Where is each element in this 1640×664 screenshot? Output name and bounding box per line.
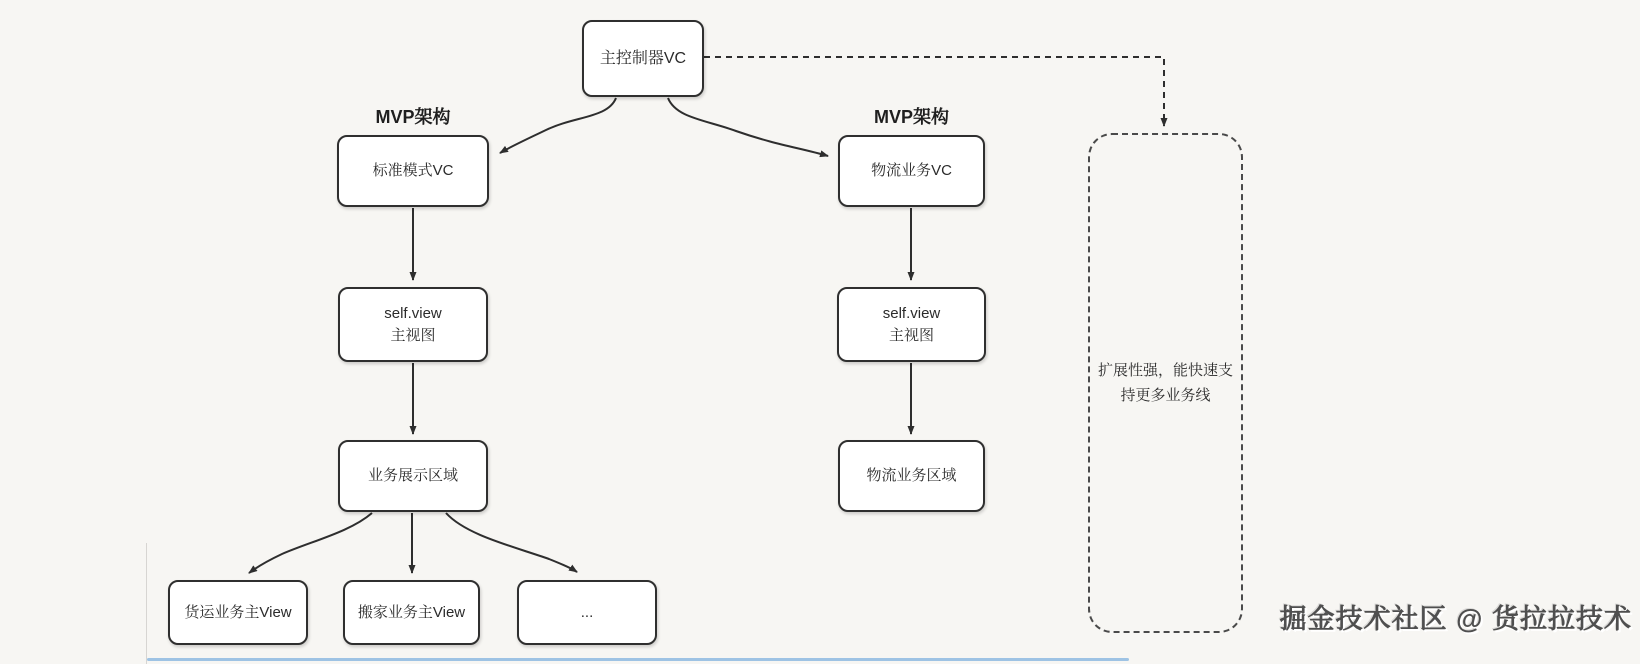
node-more-ellipsis [517, 580, 657, 645]
edge-main-to-logistics [668, 98, 828, 156]
mvp-label-left: MVP架构 [375, 107, 451, 127]
node-logistics-vc [838, 135, 985, 207]
node-business-display-area-label: 业务展示区域 [367, 467, 458, 485]
node-standard-mode-vc [337, 135, 489, 207]
node-standard-mode-vc-label: 标准模式VC [372, 162, 454, 180]
node-self-view-right-line1: self.view [882, 304, 941, 322]
node-main-controller-vc [582, 20, 704, 97]
node-moving-business-view-label: 搬家业务主View [357, 603, 466, 621]
node-logistics-vc-label: 物流业务VC [871, 162, 952, 180]
node-moving-business-view [343, 580, 480, 645]
edge-main-to-standard [500, 98, 616, 153]
node-main-controller-vc-label: 主控制器VC [599, 49, 687, 67]
node-self-view-left [338, 287, 488, 362]
node-self-view-left-line1: self.view [384, 304, 442, 322]
left-edge-line [146, 543, 147, 664]
note-extensibility-line2: 持更多业务线 [1120, 387, 1211, 404]
bottom-accent-line [147, 658, 1129, 661]
node-logistics-area-label: 物流业务区域 [866, 467, 957, 485]
mvp-label-right: MVP架构 [873, 107, 949, 127]
watermark-text: 掘金技术社区 @ 货拉拉技术 [1279, 604, 1632, 634]
node-logistics-area [838, 440, 985, 512]
node-freight-business-view-label: 货运业务主View [184, 603, 292, 621]
note-extensibility [1088, 133, 1243, 633]
node-more-ellipsis-label: ... [580, 603, 594, 621]
node-freight-business-view [168, 580, 308, 645]
edge-area-to-freight [249, 513, 372, 573]
note-extensibility-line1: 扩展性强，能快速支 [1097, 361, 1233, 379]
node-self-view-right-line2: 主视图 [888, 326, 934, 344]
node-business-display-area [338, 440, 488, 512]
node-self-view-right [837, 287, 986, 362]
edge-area-to-more [446, 513, 577, 572]
node-self-view-left-line2: 主视图 [390, 326, 436, 344]
